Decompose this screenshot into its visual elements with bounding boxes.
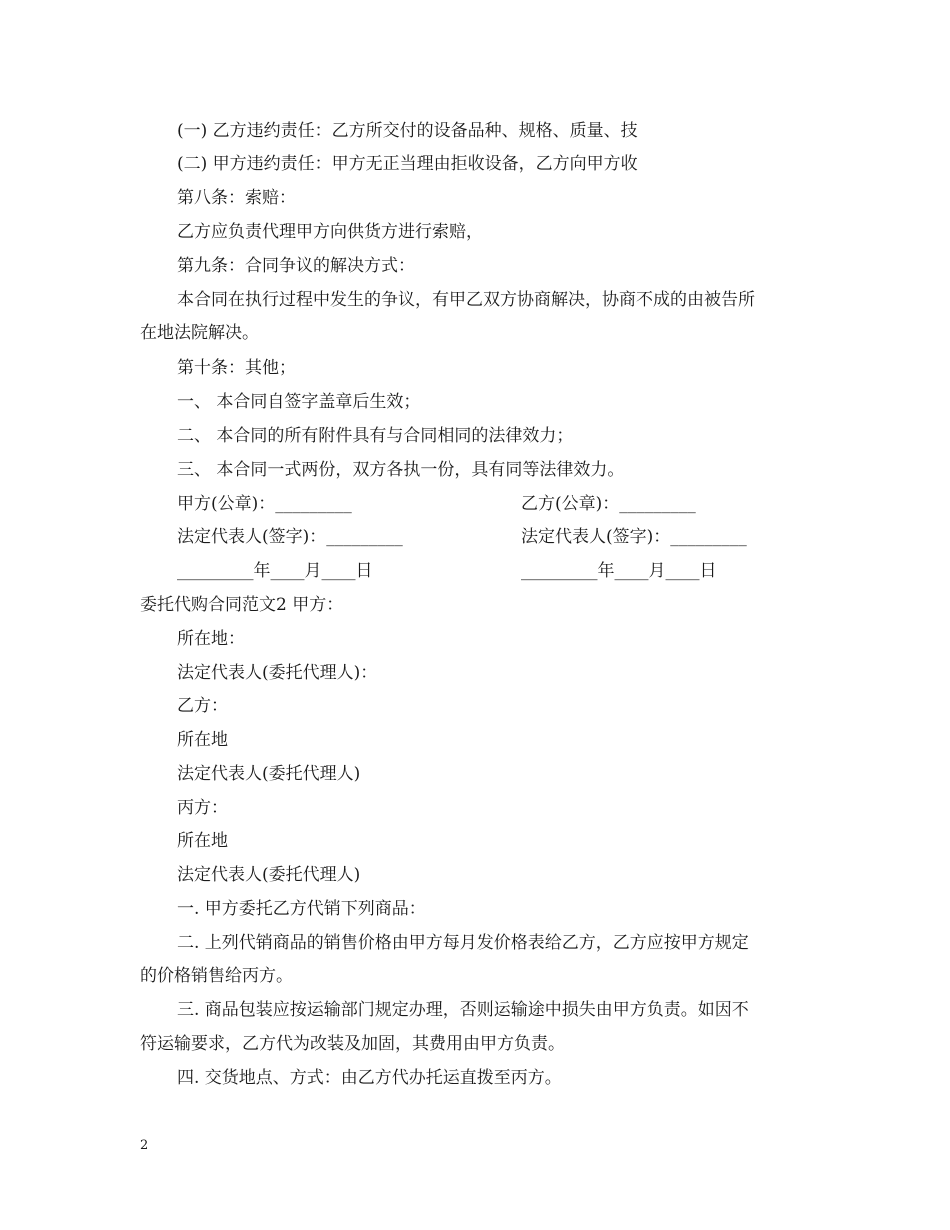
party-a-agent: 法定代表人(委托代理人)： (177, 663, 378, 683)
party-c-address: 所在地 (177, 831, 228, 851)
term-1: 一. 甲方委托乙方代销下列商品： (177, 899, 426, 919)
party-b-representative: 法定代表人(签字)：_________ (521, 527, 747, 547)
party-a-seal: 甲方(公章)：_________ (177, 494, 352, 514)
party-b-label: 乙方： (177, 696, 228, 716)
party-a-date: _________年____月____日 (177, 561, 373, 581)
article-9-heading: 第九条：合同争议的解决方式： (177, 256, 415, 276)
party-b-seal: 乙方(公章)：_________ (521, 494, 696, 514)
party-a-address: 所在地： (177, 629, 245, 649)
article-8-heading: 第八条：索赔： (177, 188, 296, 208)
article-10-item-1: 一、 本合同自签字盖章后生效； (177, 392, 421, 412)
article-8-body: 乙方应负责代理甲方向供货方进行索赔， (177, 222, 483, 242)
page-number: 2 (140, 1138, 149, 1153)
party-b-address: 所在地 (177, 730, 228, 750)
section-2-heading: 委托代购合同范文2 甲方： (140, 595, 344, 615)
party-a-representative: 法定代表人(签字)：_________ (177, 527, 403, 547)
clause-7-2: (二) 甲方违约责任：甲方无正当理由拒收设备，乙方向甲方收 (177, 154, 638, 174)
term-4: 四. 交货地点、方式：由乙方代办托运直拨至丙方。 (177, 1068, 562, 1088)
party-b-date: _________年____月____日 (521, 561, 717, 581)
article-10-item-2: 二、 本合同的所有附件具有与合同相同的法律效力； (177, 426, 574, 446)
party-c-label: 丙方： (177, 798, 228, 818)
clause-7-1: (一) 乙方违约责任：乙方所交付的设备品种、规格、质量、技 (177, 121, 638, 141)
party-c-agent: 法定代表人(委托代理人) (177, 865, 361, 885)
party-b-agent: 法定代表人(委托代理人) (177, 764, 361, 784)
term-2-cont: 的价格销售给丙方。 (140, 966, 293, 986)
term-2: 二. 上列代销商品的销售价格由甲方每月发价格表给乙方，乙方应按甲方规定 (177, 933, 749, 953)
article-10-item-3: 三、 本合同一式两份，双方各执一份，具有同等法律效力。 (177, 460, 625, 480)
term-3-cont: 符运输要求，乙方代为改装及加固，其费用由甲方负责。 (140, 1034, 565, 1054)
article-9-body: 本合同在执行过程中发生的争议，有甲乙双方协商解决，协商不成的由被告所 (177, 290, 755, 310)
article-10-heading: 第十条：其他； (177, 358, 296, 378)
article-9-body-cont: 在地法院解决。 (140, 323, 259, 343)
term-3: 三. 商品包装应按运输部门规定办理，否则运输途中损失由甲方负责。如因不 (177, 1000, 749, 1020)
